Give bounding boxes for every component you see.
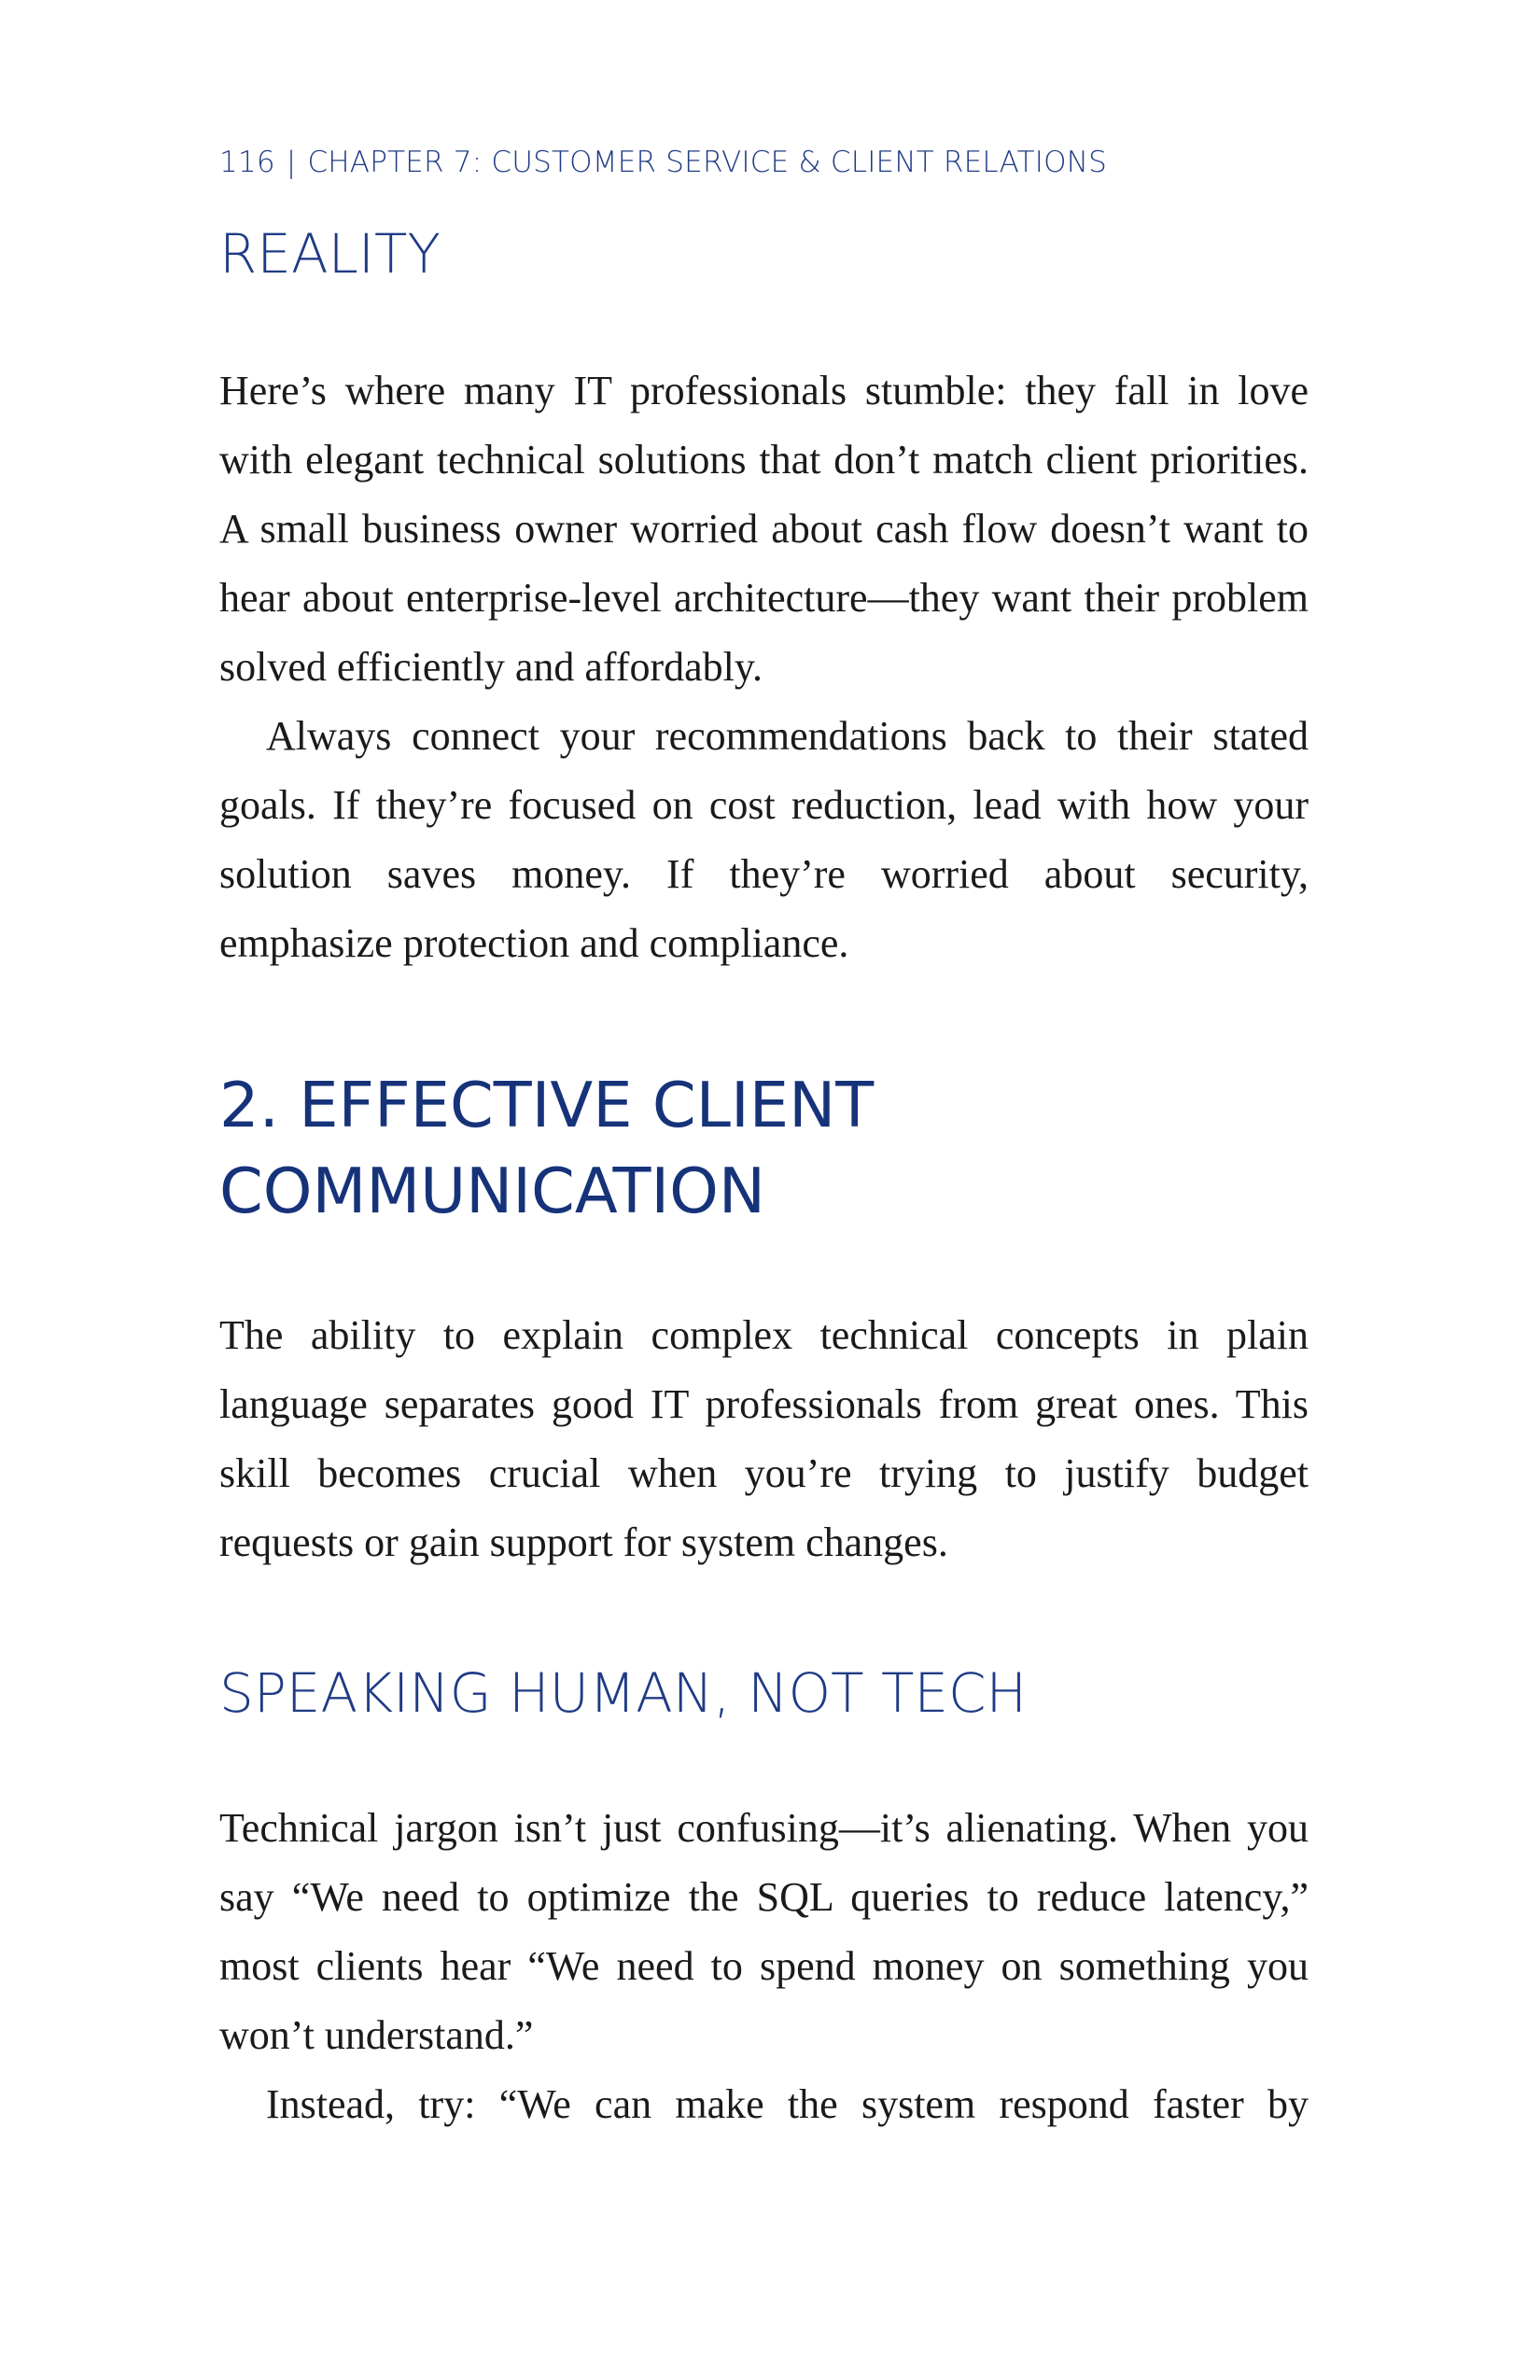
paragraph: Always connect your recommendations back to their stated goals. If they’re focused on cost reduction, lead with how your solution saves money. If they’re worried about security, emphasize protection and compliance. xyxy=(219,713,1309,966)
heading-line: COMMUNICATION xyxy=(219,1155,766,1227)
running-header xyxy=(219,146,1107,179)
heading-line: 2. EFFECTIVE CLIENT xyxy=(219,1069,875,1141)
paragraph: Instead, try: “We can make the system respond faster by xyxy=(266,2081,1309,2127)
communication-body xyxy=(219,1301,1309,1577)
reality-body xyxy=(219,357,1309,978)
page-number: 116 xyxy=(219,146,275,179)
paragraph: Technical jargon isn’t just confusing—it’s alienating. When you say “We need to optimize the SQL queries to reduce latency,” most clients hear “We need to spend money on something you won’t understand.” xyxy=(219,1805,1309,2058)
speaking-human-body xyxy=(219,1794,1309,2139)
section-heading-speaking-human: SPEAKING HUMAN, NOT TECH xyxy=(219,1661,1028,1725)
section-heading-reality: REALITY xyxy=(219,222,441,286)
section-heading-effective-client-communication xyxy=(219,1062,874,1234)
chapter-title: CHAPTER 7: CUSTOMER SERVICE & CLIENT RELATIONS xyxy=(307,146,1107,179)
paragraph: The ability to explain complex technical concepts in plain language separates good IT professionals from great ones. This skill becomes crucial when you’re trying to justify budget requests or gain support for system changes. xyxy=(219,1312,1309,1565)
paragraph: Here’s where many IT professionals stumble: they fall in love with elegant technical solutions that don’t match client priorities. A small business owner worried about cash flow doesn’t want to hear about enterprise-level architecture—they want their problem solved efficiently and affordably. xyxy=(219,368,1309,690)
header-separator: | xyxy=(286,146,297,179)
